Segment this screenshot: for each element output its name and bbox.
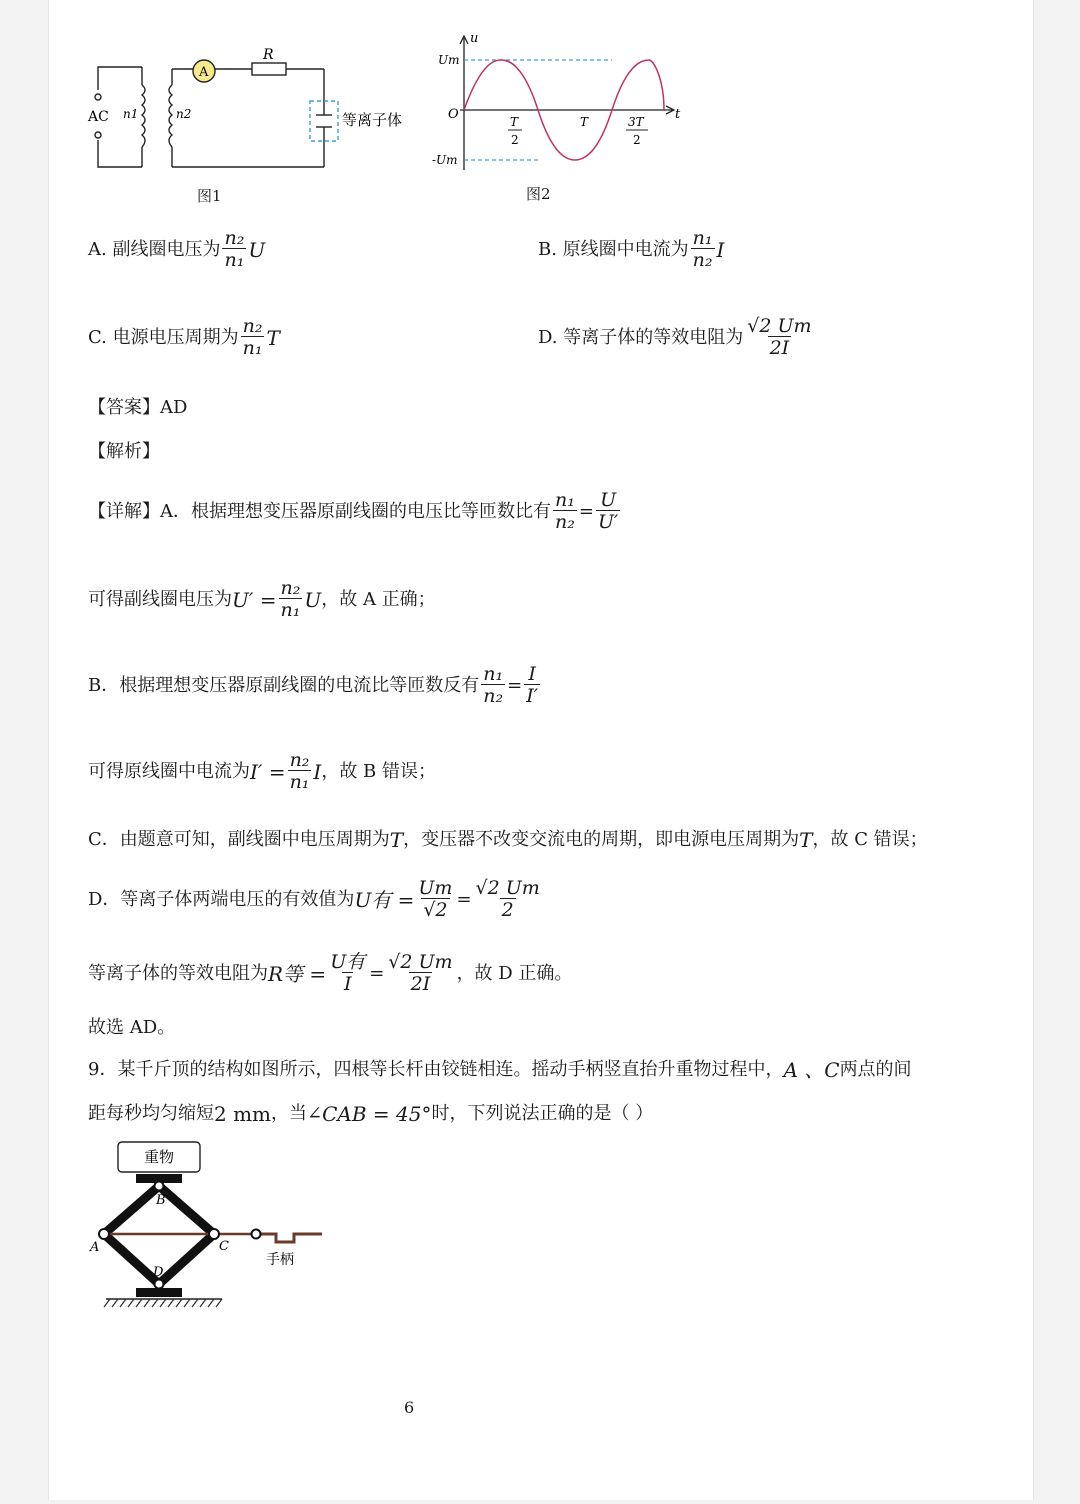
detail-d1-f1-den: √2 xyxy=(423,899,448,921)
figure-2-caption: 图2 xyxy=(526,185,551,203)
detail-a2-lhs: U′ = xyxy=(232,587,277,612)
detail-c-part-1: C．由题意可知，副线圈中电压周期为 xyxy=(88,829,390,850)
analysis-heading: 【解析】 xyxy=(88,441,160,462)
q9-line1-vars: A 、C xyxy=(783,1058,840,1082)
handle-label: 手柄 xyxy=(266,1252,294,1268)
detail-a-u-den: U′ xyxy=(597,511,619,533)
origin-label: O xyxy=(448,107,459,122)
option-a-text: A. 副线圈电压为 xyxy=(88,238,221,260)
option-a-den: n₁ xyxy=(224,249,245,271)
detail-b-i-ratio xyxy=(524,664,540,707)
detail-a-n-num: n₁ xyxy=(555,489,575,511)
source-label: AC xyxy=(88,109,109,125)
detail-c-var-1: T xyxy=(389,828,404,852)
detail-a2-fraction xyxy=(279,578,303,621)
q9-line2-a: 距每秒均匀缩短 xyxy=(88,1103,214,1124)
tick-t-half-den: 2 xyxy=(511,133,519,147)
detail-d2-f1-den: I xyxy=(343,973,352,995)
tick-t-full: T xyxy=(580,115,589,129)
detail-d-line-2: 等离子体的等效电阻为 R等 = $\frac{\text{U有}}{I}$ = $\frac{√2 Um}{2I}$ ，故 D 正确。 xyxy=(88,951,573,995)
detail-b-line-1: B．根据理想变压器原副线圈的电流比等匝数反有 $\frac{\text{n₁}}{\text{n₂}}$ = $\frac{I}{I'}$ xyxy=(88,663,539,707)
tick-t-half-num: T xyxy=(510,115,519,129)
n1-label: n1 xyxy=(123,107,139,121)
detail-b2-fraction xyxy=(288,750,312,793)
figure-1-caption: 图1 xyxy=(197,187,222,205)
detail-b-n-ratio xyxy=(481,664,505,707)
detail-d2-lhs: R等 = xyxy=(268,961,327,986)
detail-d1-f2-den: 2 xyxy=(501,899,514,921)
option-b-fraction xyxy=(691,228,715,271)
detail-a2-tail: ，故 A 正确； xyxy=(321,588,436,610)
detail-b-i-num: I xyxy=(528,663,536,685)
detail-a-line-2 xyxy=(88,578,436,621)
point-c-label: C xyxy=(219,1239,229,1254)
detail-b-n-num: n₁ xyxy=(483,663,504,685)
option-d-text: D. 等离子体的等效电阻为 xyxy=(538,326,744,348)
weight-label: 重物 xyxy=(144,1148,175,1166)
detail-d1-lhs: U有 = xyxy=(354,887,415,912)
detail-c-part-3: ，故 C 错误； xyxy=(812,829,928,850)
point-b-label: B xyxy=(156,1193,166,1208)
question-9-line-1 xyxy=(88,1058,912,1082)
option-a-var: U xyxy=(248,237,266,262)
option-b xyxy=(538,228,724,271)
detail-a2-var: U xyxy=(304,587,322,612)
detail-a-text: 【详解】A．根据理想变压器原副线圈的电压比等匝数比有 xyxy=(88,500,551,522)
detail-b2-num: n₂ xyxy=(289,749,310,771)
page-number: 6 xyxy=(404,1398,415,1417)
option-d-fraction xyxy=(745,316,813,359)
detail-a2-num: n₂ xyxy=(280,577,301,599)
detail-a-u-num: U xyxy=(600,489,617,511)
option-a-fraction xyxy=(222,228,246,271)
q9-line1-b: 两点的间 xyxy=(839,1059,912,1080)
option-d-den: 2I xyxy=(769,337,790,359)
detail-d1-fraction-2 xyxy=(474,878,542,921)
q9-line2-angle: CAB = 45° xyxy=(322,1102,432,1126)
option-c xyxy=(88,316,280,359)
figure-2-graph xyxy=(430,30,690,180)
detail-d1-f2-num: √2 Um xyxy=(475,877,540,899)
option-c-den: n₁ xyxy=(242,337,263,359)
detail-b2-lhs: I′ = xyxy=(250,759,286,784)
detail-a-u-ratio xyxy=(596,490,620,533)
q9-line2-val: 2 mm xyxy=(214,1102,272,1126)
conclusion-line: 故选 AD。 xyxy=(88,1017,176,1038)
base-plate xyxy=(136,1288,182,1297)
detail-b-text: B．根据理想变压器原副线圈的电流比等匝数反有 xyxy=(88,674,480,696)
detail-c-part-2: ，变压器不改变交流电的周期，即电源电压周期为 xyxy=(403,829,800,850)
plasma-label: 等离子体 xyxy=(342,111,403,129)
option-d xyxy=(538,316,816,359)
option-b-text: B. 原线圈中电流为 xyxy=(538,238,689,260)
option-d-num: √2 Um xyxy=(747,315,812,337)
detail-c-var-2: T xyxy=(799,828,813,852)
detail-b-i-den: I′ xyxy=(526,685,539,707)
detail-b2-den: n₁ xyxy=(289,771,310,793)
option-b-num: n₁ xyxy=(692,227,713,249)
detail-a2-text: 可得副线圈电压为 xyxy=(88,588,232,610)
detail-b2-tail: ，故 B 错误； xyxy=(321,760,436,782)
detail-d2-f2-den: 2I xyxy=(410,973,431,995)
tick-3t-half-den: 2 xyxy=(633,133,641,147)
y-axis-label: u xyxy=(470,31,479,46)
option-c-var: T xyxy=(266,325,280,350)
option-c-fraction xyxy=(241,316,265,359)
option-a xyxy=(88,228,265,271)
tick-3t-half-num: 3T xyxy=(628,115,644,129)
question-9-line-2 xyxy=(88,1102,653,1126)
option-b-var: I xyxy=(716,237,725,262)
detail-d1-fraction-1 xyxy=(416,878,454,921)
option-c-text: C. 电源电压周期为 xyxy=(88,326,239,348)
point-a-label: A xyxy=(90,1240,100,1255)
detail-d2-tail: ，故 D 正确。 xyxy=(456,962,573,984)
detail-a-line-1: 【详解】A．根据理想变压器原副线圈的电压比等匝数比有 $\frac{\text{n₁}}{\text{n₂}}$ = $\frac{U}{U'}$ xyxy=(88,489,619,533)
detail-d-line-1: D．等离子体两端电压的有效值为 U有 = $\frac{Um}{√2}$ = $\frac{√2 Um}{2}$ xyxy=(88,877,540,921)
detail-b2-var: I xyxy=(313,759,322,784)
detail-d2-f1-num: U有 xyxy=(330,951,366,973)
detail-a-n-ratio xyxy=(553,490,577,533)
detail-d1-f1-num: Um xyxy=(418,877,453,899)
um-label: Um xyxy=(438,53,460,67)
neg-um-label: -Um xyxy=(432,153,458,167)
detail-d1-text: D．等离子体两端电压的有效值为 xyxy=(88,888,355,910)
resistor-label: R xyxy=(263,47,274,63)
detail-a2-den: n₁ xyxy=(280,599,301,621)
detail-d2-fraction-2 xyxy=(386,952,454,995)
point-d-label: D xyxy=(153,1265,164,1280)
detail-d2-text: 等离子体的等效电阻为 xyxy=(88,962,268,984)
handle-crank[interactable] xyxy=(256,1234,322,1242)
x-axis-label: t xyxy=(675,107,681,122)
ammeter-label: A xyxy=(199,65,209,80)
q9-line1-a: 9．某千斤顶的结构如图所示，四根等长杆由铰链相连。摇动手柄竖直抬升重物过程中， xyxy=(88,1059,784,1080)
n2-label: n2 xyxy=(176,107,192,121)
detail-b-n-den: n₂ xyxy=(483,685,504,707)
jack-figure xyxy=(86,1136,336,1316)
option-a-num: n₂ xyxy=(224,227,245,249)
detail-c-line xyxy=(88,828,928,852)
answer-line: 【答案】AD xyxy=(88,397,188,418)
detail-a-n-den: n₂ xyxy=(555,511,575,533)
figure-1-circuit xyxy=(80,45,420,205)
detail-d2-f2-num: √2 Um xyxy=(388,951,453,973)
q9-line2-b: ，当∠ xyxy=(271,1103,323,1124)
detail-b-line-2 xyxy=(88,750,436,793)
detail-b2-text: 可得原线圈中电流为 xyxy=(88,760,250,782)
q9-line2-c: 时，下列说法正确的是（ ） xyxy=(431,1103,654,1124)
option-b-den: n₂ xyxy=(692,249,713,271)
option-c-num: n₂ xyxy=(242,315,263,337)
detail-d2-fraction-1 xyxy=(328,952,367,995)
